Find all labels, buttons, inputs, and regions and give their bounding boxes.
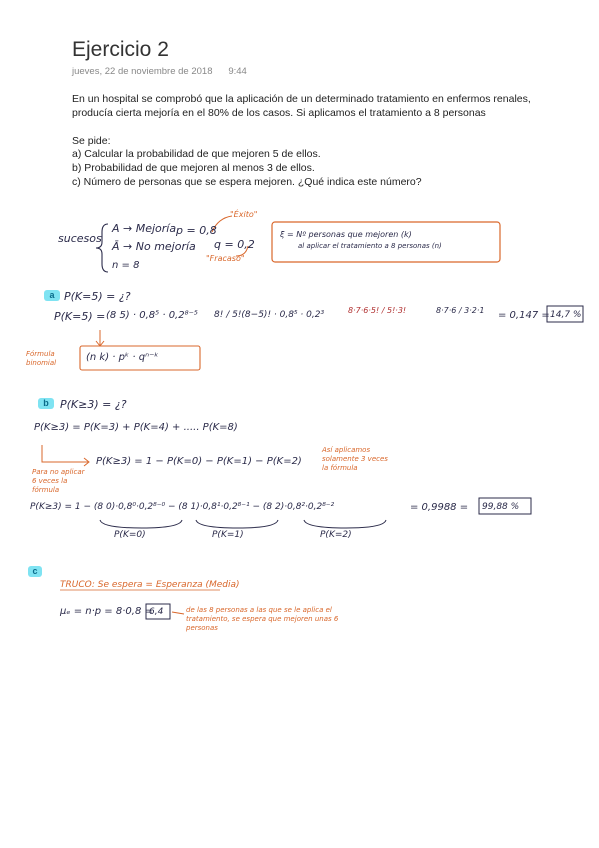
n-value: n = 8 xyxy=(112,260,140,271)
part-a-question: P(K=5) = ¿? xyxy=(64,290,131,303)
part-a-cancel: 8·7·6·5! / 5!·3! xyxy=(348,306,407,315)
event-a: A → Mejoría xyxy=(112,222,177,235)
exito-note: "Éxito" xyxy=(230,210,258,219)
part-a-result: = 0,147 = xyxy=(498,310,550,321)
event-not-a: Ā → No mejoría xyxy=(112,240,196,253)
part-b-expansion: P(K≥3) = 1 − (8 0)·0,8⁰·0,2⁸⁻⁰ − (8 1)·0,8¹·0,2⁸⁻¹ − (8 2)·0,8²·0,2⁸⁻² xyxy=(30,502,335,512)
part-b-brace-k0: P(K=0) xyxy=(114,530,146,540)
part-b-brace-k2: P(K=2) xyxy=(320,530,352,540)
time-text: 9:44 xyxy=(228,66,247,77)
part-a-lhs: P(K=5) = xyxy=(54,310,106,323)
part-b-question: P(K≥3) = ¿? xyxy=(60,398,127,411)
part-a-tag: a xyxy=(44,290,60,301)
problem-statement: En un hospital se comprobó que la aplicación de un determinado tratamiento en enfermos renales, producía cierta mejoría en el 80% de los casos. Si aplicamos el tratamiento a 8 personas xyxy=(72,93,531,119)
part-a-simplified: 8·7·6 / 3·2·1 xyxy=(436,306,485,315)
binomial-formula: (n k) · pᵏ · qⁿ⁻ᵏ xyxy=(86,352,159,363)
se-pide-label: Se pide: xyxy=(72,135,111,147)
part-b-brace-k1: P(K=1) xyxy=(212,530,244,540)
part-b-boxed-result: 99,88 % xyxy=(482,502,520,512)
part-c-formula: μₑ = n·p = 8·0,8 = xyxy=(60,606,153,617)
q-value: q = 0,2 xyxy=(214,238,255,251)
part-c-tag: c xyxy=(28,566,42,577)
part-a-factorial: 8! / 5!(8−5)! · 0,8⁵ · 0,2³ xyxy=(214,310,325,320)
part-c-boxed-result: 6,4 xyxy=(149,607,164,617)
part-a-binomial: (8 5) · 0,8⁵ · 0,2⁸⁻⁵ xyxy=(106,310,198,321)
part-b-note-right: Así aplicamos solamente 3 veces la fórmula xyxy=(322,446,388,472)
part-b-tag: b xyxy=(38,398,54,409)
part-c-note: de las 8 personas a las que se le aplica el tratamiento, se espera que mejoren unas 6 personas xyxy=(186,606,339,632)
part-b-complement: P(K≥3) = 1 − P(K=0) − P(K=1) − P(K=2) xyxy=(96,456,302,467)
part-b-result: = 0,9988 = xyxy=(410,502,469,513)
question-a: a) Calcular la probabilidad de que mejoren 5 de ellos. xyxy=(72,148,321,160)
question-c: c) Número de personas que se espera mejoren. ¿Qué indica este número? xyxy=(72,176,422,188)
page-title: Ejercicio 2 xyxy=(72,38,169,61)
part-b-sum: P(K≥3) = P(K=3) + P(K=4) + ..... P(K=8) xyxy=(34,422,238,433)
p-value: p = 0,8 xyxy=(176,224,217,237)
part-a-boxed-result: 14,7 % xyxy=(550,310,582,320)
formula-label: Fórmula binomial xyxy=(26,350,57,367)
definition-line-2: al aplicar el tratamiento a 8 personas (n) xyxy=(298,242,442,250)
definition-line-1: ξ = Nº personas que mejoren (k) xyxy=(280,230,412,239)
truco-note: TRUCO: Se espera = Esperanza (Media) xyxy=(60,580,240,590)
fracaso-note: "Fracaso" xyxy=(206,254,245,263)
sucesos-label: sucesos xyxy=(58,232,102,245)
date-text: jueves, 22 de noviembre de 2018 xyxy=(72,66,213,77)
question-b: b) Probabilidad de que mejoren al menos 3 de ellos. xyxy=(72,162,315,174)
part-b-note-left: Para no aplicar 6 veces la fórmula xyxy=(32,468,85,494)
